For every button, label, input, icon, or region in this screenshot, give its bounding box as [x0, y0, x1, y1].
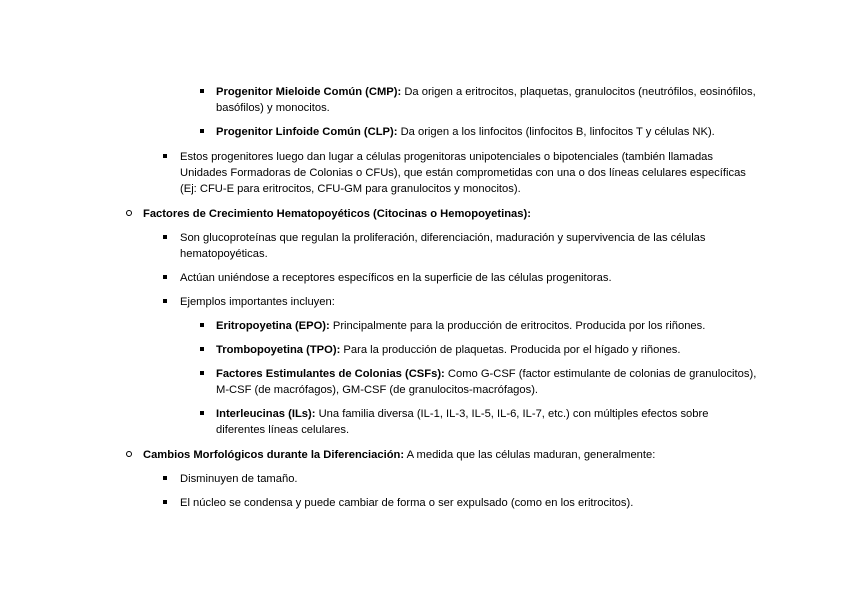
item-text: Da origen a eritrocitos, plaquetas, granulocitos (neutrófilos, eosinófilos, basófilos) y monocitos. [216, 86, 756, 114]
circle-bullet-icon [126, 447, 132, 463]
square-bullet-icon [200, 84, 204, 100]
list-item-cambios [126, 447, 766, 463]
list-item-glucoproteinas [163, 230, 761, 262]
item-text: Ejemplos importantes incluyen: [180, 296, 335, 308]
list-item-epo [200, 318, 780, 334]
item-text: Principalmente para la producción de eritrocitos. Producida por los riñones. [329, 320, 706, 332]
list-item-progenitores [163, 149, 761, 197]
item-text: Actúan uniéndose a receptores específicos en la superficie de las células progenitoras. [180, 272, 612, 284]
square-bullet-icon [163, 230, 167, 246]
item-text: Para la producción de plaquetas. Producida por el hígado y riñones. [340, 344, 681, 356]
item-heading: Factores de Crecimiento Hematopoyéticos (Citocinas o Hemopoyetinas): [143, 208, 531, 220]
item-text: El núcleo se condensa y puede cambiar de forma o ser expulsado (como en los eritrocitos). [180, 497, 634, 509]
item-text: A medida que las células maduran, generalmente: [404, 449, 656, 461]
item-text: Son glucoproteínas que regulan la proliferación, diferenciación, maduración y supervivencia de las células hematopoyéticas. [180, 232, 706, 260]
item-heading: Trombopoyetina (TPO): [216, 344, 341, 356]
square-bullet-icon [200, 124, 204, 140]
square-bullet-icon [163, 294, 167, 310]
item-heading: Progenitor Linfoide Común (CLP): [216, 126, 398, 138]
list-item-nucleo [163, 495, 761, 511]
list-item-clp [200, 124, 780, 140]
square-bullet-icon [200, 366, 204, 382]
list-item-cmp [200, 84, 760, 116]
list-item-tpo [200, 342, 780, 358]
item-heading: Progenitor Mieloide Común (CMP): [216, 86, 402, 98]
list-item-ejemplos [163, 294, 761, 310]
list-item-factores [126, 206, 766, 222]
square-bullet-icon [163, 270, 167, 286]
square-bullet-icon [200, 342, 204, 358]
square-bullet-icon [200, 318, 204, 334]
item-text: Una familia diversa (IL-1, IL-3, IL-5, IL-6, IL-7, etc.) con múltiples efectos sobre diferentes líneas celulares. [216, 408, 709, 436]
item-heading: Cambios Morfológicos durante la Diferenciación: [143, 449, 405, 461]
item-text: Estos progenitores luego dan lugar a células progenitoras unipotenciales o bipotenciales (también llamadas Unidades Formadoras de Colonias o CFUs), que están comprometidas con una o dos líneas celulares específicas (Ej: CFU-E para eritrocitos, CFU-GM para granulocitos y monocitos). [180, 151, 746, 195]
circle-bullet-icon [126, 206, 132, 222]
item-heading: Factores Estimulantes de Colonias (CSFs): [216, 368, 445, 380]
item-text: Disminuyen de tamaño. [180, 473, 298, 485]
item-text: Da origen a los linfocitos (linfocitos B, linfocitos T y células NK). [397, 126, 715, 138]
list-item-csfs [200, 366, 760, 398]
square-bullet-icon [163, 149, 167, 165]
square-bullet-icon [163, 471, 167, 487]
square-bullet-icon [163, 495, 167, 511]
list-item-tamano [163, 471, 761, 487]
item-heading: Interleucinas (ILs): [216, 408, 316, 420]
list-item-receptores [163, 270, 761, 286]
square-bullet-icon [200, 406, 204, 422]
item-text: Como G-CSF (factor estimulante de colonias de granulocitos), M-CSF (de macrófagos), GM-CSF (de granulocitos-macrófagos). [216, 368, 757, 396]
item-heading: Eritropoyetina (EPO): [216, 320, 330, 332]
list-item-ils [200, 406, 760, 438]
